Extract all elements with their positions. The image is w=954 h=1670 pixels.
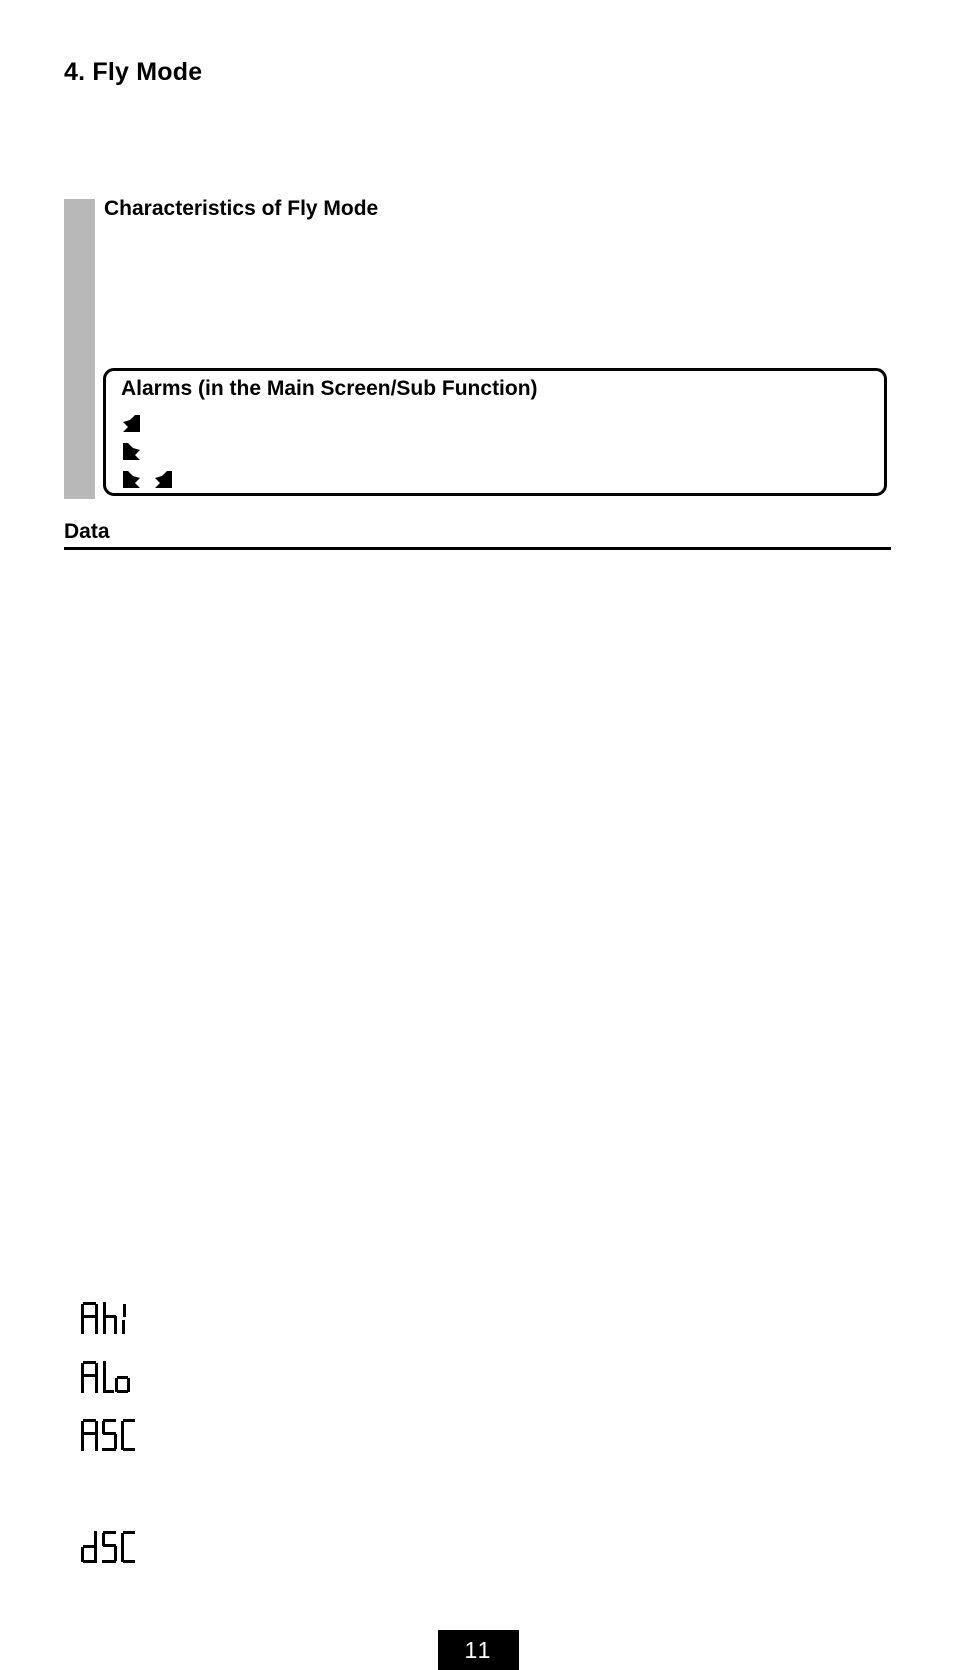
characteristics-title: Characteristics of Fly Mode — [104, 197, 379, 220]
lcd-code-alo — [81, 1359, 161, 1395]
alarms-box-title: Alarms (in the Main Screen/Sub Function) — [121, 377, 538, 400]
data-heading: Data — [64, 520, 110, 543]
ascend-arrow-icon — [121, 469, 143, 491]
alarms-box — [103, 368, 887, 496]
page-heading: 4. Fly Mode — [64, 58, 203, 86]
alarm-row-ascend-descend — [121, 469, 175, 493]
page-number: 11 — [464, 1636, 493, 1663]
data-heading-rule — [64, 547, 891, 550]
page-number-tab — [438, 1630, 519, 1670]
ascend-arrow-icon — [121, 441, 143, 463]
descend-arrow-icon — [153, 469, 175, 491]
lcd-code-dsc — [81, 1529, 161, 1565]
alarm-row-ascend — [121, 441, 143, 465]
lcd-code-asc — [81, 1417, 161, 1453]
alarm-row-descend — [121, 413, 143, 437]
descend-arrow-icon — [121, 413, 143, 435]
section-side-bar — [64, 199, 95, 499]
lcd-code-ahi — [81, 1300, 161, 1336]
